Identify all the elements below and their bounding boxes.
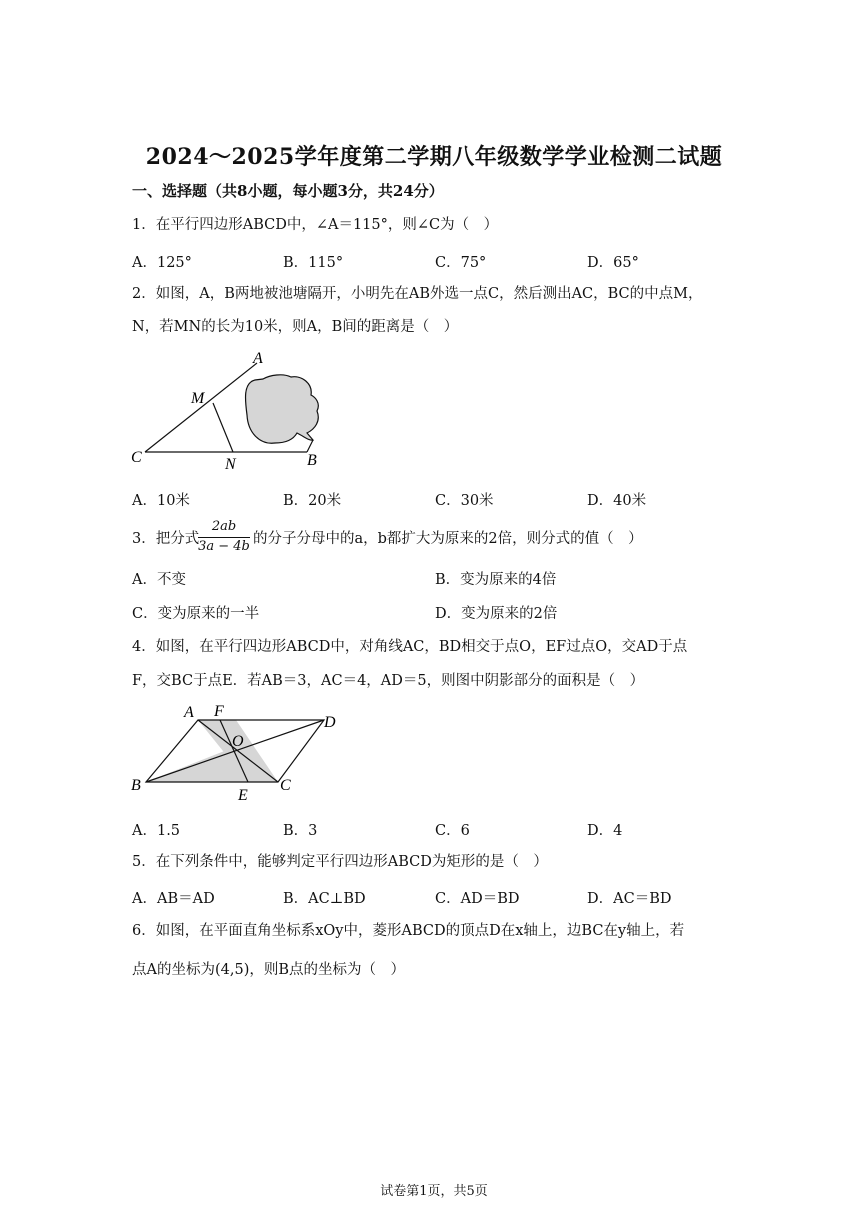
q2-option-c[interactable]: C．30米: [435, 493, 494, 509]
q2-option-d[interactable]: D．40米: [587, 493, 647, 509]
q4-option-a[interactable]: A．1.5: [132, 823, 181, 839]
question-4-line1: 4．如图，在平行四边形ABCD中，对角线AC，BD相交于点O，EF过点O，交AD于点: [132, 639, 688, 655]
label-f: F: [214, 703, 224, 720]
q3-option-d[interactable]: D．变为原来的2倍: [435, 606, 558, 622]
question-3-suffix: 的分子分母中的a，b都扩大为原来的2倍，则分式的值（ ）: [253, 531, 643, 547]
q4-option-b[interactable]: B．3: [283, 823, 318, 839]
page-footer: 试卷第1页，共5页: [380, 1184, 488, 1199]
label-a: A: [253, 350, 263, 367]
q4-option-d[interactable]: D．4: [587, 823, 623, 839]
q4-option-c[interactable]: C．6: [435, 823, 470, 839]
q2-option-b[interactable]: B．20米: [283, 493, 342, 509]
q3-option-b[interactable]: B．变为原来的4倍: [435, 572, 557, 588]
page-title: 2024～2025学年度第二学期八年级数学学业检测二试题: [145, 144, 723, 170]
fraction-numerator: 2ab: [211, 519, 237, 534]
q3-option-c[interactable]: C．变为原来的一半: [132, 606, 260, 622]
question-3-prefix: 3．把分式: [132, 531, 200, 547]
section-heading: 一、选择题（共8小题，每小题3分，共24分）: [132, 182, 444, 200]
label-b: B: [307, 452, 317, 469]
label-d: D: [324, 714, 336, 731]
q5-option-b[interactable]: B．AC⊥BD: [283, 891, 366, 907]
q5-option-c[interactable]: C．AD＝BD: [435, 891, 520, 907]
label-n: N: [225, 456, 236, 473]
label-m: M: [191, 390, 205, 407]
label-b: B: [131, 777, 141, 794]
q1-option-c[interactable]: C．75°: [435, 255, 487, 271]
question-5-stem: 5．在下列条件中，能够判定平行四边形ABCD为矩形的是（ ）: [132, 854, 548, 870]
q5-option-d[interactable]: D．AC＝BD: [587, 891, 672, 907]
pond-figure: [125, 345, 345, 475]
question-2-line1: 2．如图，A，B两地被池塘隔开，小明先在AB外选一点C，然后测出AC，BC的中点M，: [132, 286, 703, 302]
q1-option-b[interactable]: B．115°: [283, 255, 344, 271]
q3-option-a[interactable]: A．不变: [132, 572, 186, 588]
question-4-line2: F，交BC于点E．若AB＝3，AC＝4，AD＝5，则图中阴影部分的面积是（ ）: [132, 673, 645, 689]
q2-option-a[interactable]: A．10米: [132, 493, 190, 509]
label-o: O: [232, 733, 244, 750]
question-6-line2: 点A的坐标为(4,5)，则B点的坐标为（ ）: [132, 962, 405, 978]
label-c: C: [131, 449, 142, 466]
label-e: E: [238, 787, 248, 804]
q1-option-a[interactable]: A．125°: [132, 255, 192, 271]
question-1-stem: 1．在平行四边形ABCD中，∠A＝115°，则∠C为（ ）: [132, 217, 499, 233]
label-c: C: [280, 777, 291, 794]
fraction-bar: [198, 537, 250, 538]
fraction-denominator: 3a − 4b: [198, 539, 250, 554]
question-2-line2: N，若MN的长为10米，则A，B间的距离是（ ）: [132, 319, 459, 335]
label-a: A: [184, 704, 194, 721]
q5-option-a[interactable]: A．AB＝AD: [132, 891, 215, 907]
parallelogram-figure: [128, 700, 348, 805]
q1-option-d[interactable]: D．65°: [587, 255, 639, 271]
pond-shape: [245, 375, 318, 443]
question-6-line1: 6．如图，在平面直角坐标系xOy中，菱形ABCD的顶点D在x轴上，边BC在y轴上，若: [132, 923, 685, 939]
